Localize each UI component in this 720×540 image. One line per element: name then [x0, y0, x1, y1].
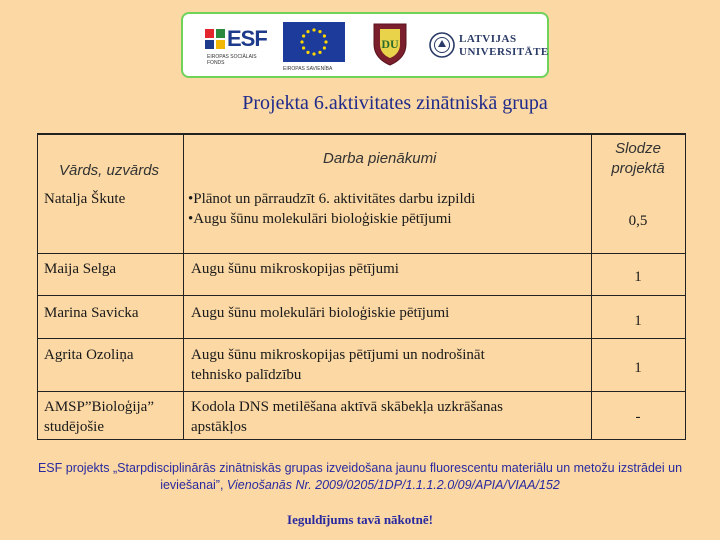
row5-duties [191, 397, 503, 437]
row4-duty-line: tehnisko palīdzību [191, 367, 302, 383]
row2-name: Maija Selga [44, 261, 117, 277]
row1-name: Natalja Škute [44, 191, 126, 207]
table-border-top [37, 133, 686, 135]
row1-load: 0,5 [628, 213, 648, 229]
project-footnote [20, 460, 700, 494]
team-table [37, 133, 686, 440]
esf-logo-caption: EIROPAS SOCIĀLAIS FONDS [207, 54, 257, 66]
row3-name: Marina Savicka [44, 305, 139, 321]
header-duties: Darba pienākumi [323, 150, 437, 167]
header-name: Vārds, uzvārds [59, 162, 160, 179]
table-border-left [37, 133, 38, 440]
table-row-divider [37, 295, 686, 296]
row1-duties [188, 189, 588, 229]
row5-name-line: studējošie [44, 419, 104, 435]
page-title: Projekta 6.aktivitates zinātniskā grupa [242, 92, 548, 114]
row2-load: 1 [634, 269, 642, 285]
table-column-divider [183, 133, 184, 440]
table-row-divider [37, 391, 686, 392]
du-logo-text: DU [381, 37, 399, 51]
header-load-line2: projektā [611, 160, 665, 177]
table-border-right [685, 133, 686, 440]
table-border-bottom [37, 439, 686, 440]
table-row-divider [37, 338, 686, 339]
header-load-line1: Slodze [615, 140, 661, 157]
esf-logo [205, 26, 269, 70]
row5-load: - [635, 409, 641, 425]
esf-logo-text: ESF [227, 26, 267, 51]
row5-name-line: AMSP”Bioloģija” [44, 399, 155, 415]
slogan: Ieguldījums tavā nākotnē! [287, 512, 433, 527]
row4-load: 1 [634, 360, 642, 376]
row1-duty-item: •Augu šūnu molekulāri bioloģiskie pētījumi [188, 211, 452, 227]
project-footnote-line1: ESF projekts „Starpdisciplinārās zinātniskās grupas izveidošana jaunu fluorescentu materiālu un metožu izstrādei un [37, 461, 683, 475]
row3-duties: Augu šūnu molekulāri bioloģiskie pētījumi [191, 305, 450, 321]
esf-mark-icon [205, 29, 225, 49]
row4-duties [191, 345, 485, 385]
row5-duty-line: Kodola DNS metilēšana aktīvā skābekļa uzkrāšanas [191, 399, 503, 415]
eu-flag-caption: EIROPAS SAVIENĪBA [283, 66, 333, 72]
du-logo [371, 20, 409, 66]
row2-duties: Augu šūnu mikroskopijas pētījumi [191, 261, 399, 277]
header-load [591, 139, 685, 179]
agreement-number: Vienošanās Nr. 2009/0205/1DP/1.1.1.2.0/09/APIA/VIAA/152 [226, 478, 560, 492]
lu-seal-icon [429, 32, 455, 58]
project-footnote-line2: ieviešanai”, Vienošanās Nr. 2009/0205/1DP/1.1.1.2.0/09/APIA/VIAA/152 [160, 478, 560, 492]
du-shield-icon [371, 20, 409, 66]
lu-logo-name-line1: LATVIJAS [459, 33, 517, 45]
lu-logo-name-line2: UNIVERSITĀTE [459, 46, 549, 58]
row5-name [44, 397, 154, 437]
logo-bar [181, 12, 549, 78]
row5-duty-line: apstākļos [191, 419, 247, 435]
lu-logo-name [459, 33, 549, 59]
eu-flag-logo [283, 22, 345, 72]
lu-logo [429, 28, 547, 64]
row4-duty-line: Augu šūnu mikroskopijas pētījumi un nodrošināt [191, 347, 485, 363]
row3-load: 1 [634, 313, 642, 329]
table-row-divider [37, 253, 686, 254]
row1-duty-item: •Plānot un pārraudzīt 6. aktivitātes darbu izpildi [188, 191, 476, 207]
eu-flag-icon [283, 22, 345, 62]
row4-name: Agrita Ozoliņa [44, 347, 134, 363]
